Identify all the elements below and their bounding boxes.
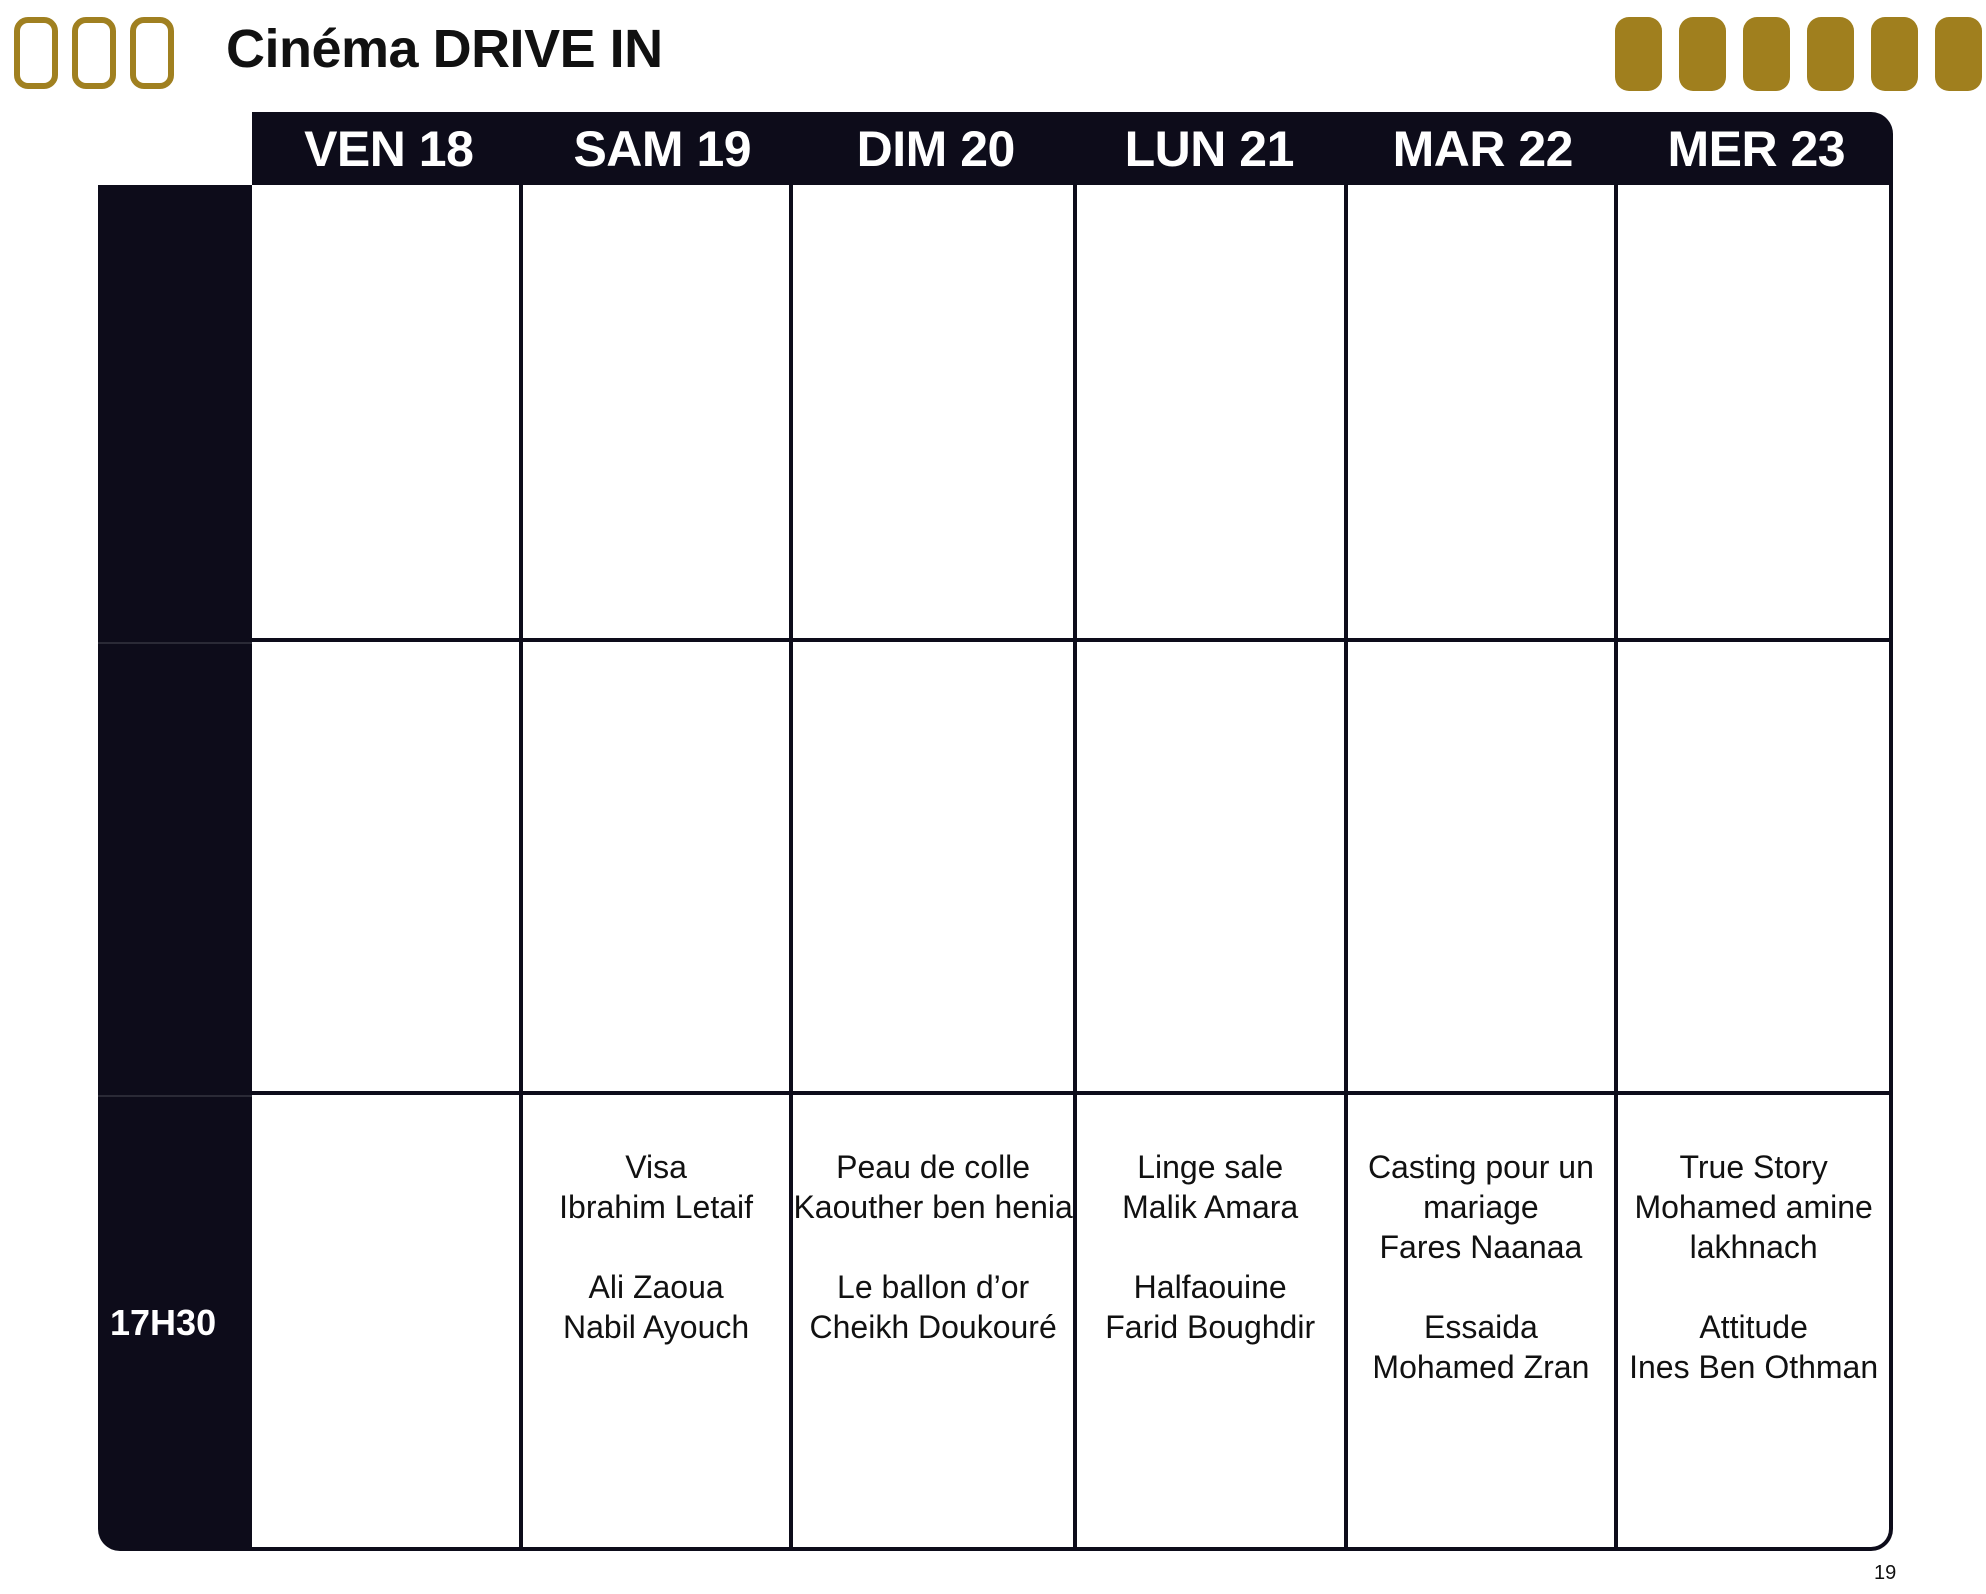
filled-mark (1679, 17, 1726, 91)
film-text: Essaida (1423, 1309, 1538, 1345)
film-text: Attitude (1699, 1309, 1808, 1345)
schedule-cell (793, 642, 1076, 1095)
film-text: Fares Naanaa (1379, 1229, 1583, 1265)
filled-mark (1807, 17, 1854, 91)
day-header: LUN 21 (1124, 120, 1294, 177)
film-text: Mohamed amine (1634, 1189, 1873, 1225)
film-text: Halfaouine (1133, 1269, 1287, 1305)
film-text: Kaouther ben henia (793, 1189, 1073, 1225)
time-label (98, 185, 252, 642)
day-header: VEN 18 (304, 120, 474, 177)
page-title: Cinéma DRIVE IN (226, 19, 663, 79)
page-number: 19 (1874, 1562, 1897, 1584)
schedule-cell (1348, 185, 1619, 642)
time-label (98, 642, 252, 1095)
day-header: SAM 19 (573, 120, 752, 177)
film-text: Farid Boughdir (1105, 1309, 1316, 1345)
film-text: Nabil Ayouch (562, 1309, 750, 1345)
film-text: Linge sale (1137, 1149, 1284, 1185)
outline-mark (72, 17, 116, 89)
schedule-cell (1348, 642, 1619, 1095)
filled-mark (1615, 17, 1662, 91)
film-text: lakhnach (1689, 1229, 1818, 1265)
schedule-cell (523, 1095, 794, 1547)
film-text: True Story (1679, 1149, 1828, 1185)
decorative-filled-marks (1615, 17, 1982, 91)
schedule-cell (1618, 1095, 1889, 1547)
film-text: Ibrahim Letaif (559, 1189, 754, 1225)
schedule-grid (98, 112, 1893, 1551)
day-header: MAR 22 (1392, 120, 1573, 177)
schedule-cell (793, 1095, 1076, 1547)
schedule-cell (252, 642, 523, 1095)
schedule-cell (1077, 185, 1348, 642)
schedule-cells (252, 185, 1893, 1551)
film-text: Ines Ben Othman (1629, 1349, 1879, 1385)
day-header-row (252, 112, 1893, 185)
schedule-cell (1077, 1095, 1348, 1547)
film-text: Cheikh Doukouré (809, 1309, 1057, 1345)
film-text: Mohamed Zran (1372, 1349, 1590, 1385)
time-column (98, 185, 252, 1551)
outline-mark (130, 17, 174, 89)
day-header: MER 23 (1667, 120, 1846, 177)
schedule-cell (252, 185, 523, 642)
film-text: Le ballon d’or (837, 1269, 1030, 1305)
film-text: Peau de colle (836, 1149, 1031, 1185)
schedule-cell (523, 185, 794, 642)
film-text: Malik Amara (1122, 1189, 1299, 1225)
filled-mark (1935, 17, 1982, 91)
schedule-cell (523, 642, 794, 1095)
film-text: mariage (1423, 1189, 1539, 1225)
schedule-cell (1077, 642, 1348, 1095)
schedule-cell (1618, 642, 1889, 1095)
time-label: 17H30 (110, 1302, 217, 1343)
schedule-cell (1618, 185, 1889, 642)
schedule-cell (252, 1095, 523, 1547)
decorative-outline-marks (14, 17, 174, 89)
filled-mark (1871, 17, 1918, 91)
schedule-cell (1348, 1095, 1619, 1547)
film-text: Ali Zaoua (588, 1269, 724, 1305)
day-header: DIM 20 (856, 120, 1015, 177)
film-text: Visa (625, 1149, 687, 1185)
filled-mark (1743, 17, 1790, 91)
film-text: Casting pour un (1367, 1149, 1594, 1185)
outline-mark (14, 17, 58, 89)
schedule-cell (793, 185, 1076, 642)
